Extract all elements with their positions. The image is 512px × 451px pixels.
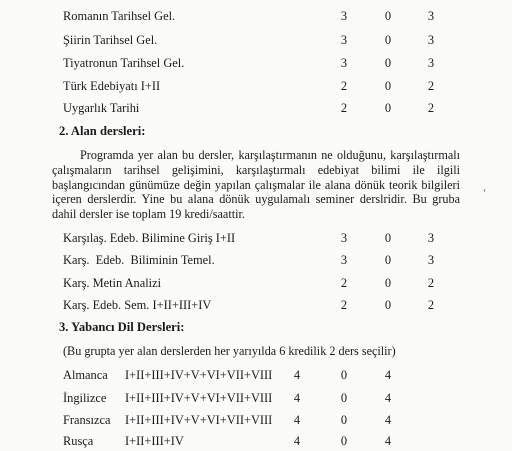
course-theory-hours: 2 xyxy=(340,298,348,312)
course-theory-hours: 3 xyxy=(340,231,348,245)
course-theory-hours: 4 xyxy=(293,368,301,382)
course-theory-hours: 4 xyxy=(293,391,301,405)
course-practice-hours: 0 xyxy=(340,391,348,405)
course-name: Romanın Tarihsel Gel. xyxy=(63,9,176,23)
paragraph-line: çalışmaların tarihsel gelişimini, karşılaştırmalı edebiyat bilimi ile ilgili xyxy=(52,162,460,177)
course-theory-hours: 2 xyxy=(340,79,348,93)
course-credit: 3 xyxy=(427,253,435,267)
language-name: Fransızca xyxy=(63,413,111,427)
course-credit: 3 xyxy=(427,33,435,47)
paragraph-line: içeren derslerdir. Yine bu alana dönük uygulamalı seminer derslridir. Bu gruba xyxy=(52,192,460,207)
paragraph-line: dahil dersler ise toplam 19 kredi/saattir. xyxy=(52,207,245,222)
course-practice-hours: 0 xyxy=(340,413,348,427)
course-name: Karş. Metin Analizi xyxy=(63,276,162,290)
language-name: Rusça xyxy=(63,434,94,448)
course-name: Karş. Edeb. Sem. I+II+III+IV xyxy=(63,298,212,312)
course-credit: 4 xyxy=(384,391,392,405)
course-name: Karş. Edeb. Biliminin Temel. xyxy=(63,253,215,267)
course-credit: 3 xyxy=(427,9,435,23)
course-credit: 2 xyxy=(427,276,435,290)
margin-mark: ‘ xyxy=(483,188,487,199)
course-credit: 4 xyxy=(384,368,392,382)
course-name: Şiirin Tarihsel Gel. xyxy=(63,33,158,47)
course-practice-hours: 0 xyxy=(384,231,392,245)
language-levels: I+II+III+IV xyxy=(125,434,184,448)
course-credit: 2 xyxy=(427,101,435,115)
course-theory-hours: 3 xyxy=(340,9,348,23)
course-credit: 4 xyxy=(384,434,392,448)
course-name: Uygarlık Tarihi xyxy=(63,101,140,115)
course-credit: 2 xyxy=(427,298,435,312)
course-practice-hours: 0 xyxy=(384,253,392,267)
course-practice-hours: 0 xyxy=(384,298,392,312)
course-practice-hours: 0 xyxy=(384,101,392,115)
course-theory-hours: 2 xyxy=(340,101,348,115)
course-practice-hours: 0 xyxy=(384,33,392,47)
language-levels: I+II+III+IV+V+VI+VII+VIII xyxy=(125,368,273,382)
course-theory-hours: 3 xyxy=(340,253,348,267)
course-practice-hours: 0 xyxy=(384,9,392,23)
course-practice-hours: 0 xyxy=(340,434,348,448)
course-credit: 4 xyxy=(384,413,392,427)
course-name: Türk Edebiyatı I+II xyxy=(63,79,161,93)
language-name: İngilizce xyxy=(63,391,107,405)
course-name: Karşılaş. Edeb. Bilimine Giriş I+II xyxy=(63,231,236,245)
course-theory-hours: 4 xyxy=(293,434,301,448)
course-credit: 3 xyxy=(427,231,435,245)
course-theory-hours: 2 xyxy=(340,276,348,290)
course-practice-hours: 0 xyxy=(384,56,392,70)
course-credit: 2 xyxy=(427,79,435,93)
paragraph-line: başlangıcından günümüze değin yapılan çalışmalar ile alana dönük teorik bilgileri xyxy=(52,177,460,192)
course-practice-hours: 0 xyxy=(384,79,392,93)
course-credit: 3 xyxy=(427,56,435,70)
course-theory-hours: 4 xyxy=(293,413,301,427)
section-paragraph xyxy=(52,148,460,222)
paragraph-line: Programda yer alan bu dersler, karşılaştırmanın ne olduğunu, karşılaştırmalı xyxy=(80,148,460,162)
section-note: (Bu grupta yer alan derslerden her yarıyılda 6 kredilik 2 ders seçilir) xyxy=(63,344,396,358)
course-theory-hours: 3 xyxy=(340,33,348,47)
language-name: Almanca xyxy=(63,368,108,382)
course-theory-hours: 3 xyxy=(340,56,348,70)
course-name: Tiyatronun Tarihsel Gel. xyxy=(63,56,185,70)
section-heading: 3. Yabancı Dil Dersleri: xyxy=(59,320,185,334)
course-practice-hours: 0 xyxy=(384,276,392,290)
section-heading: 2. Alan dersleri: xyxy=(59,124,146,138)
course-practice-hours: 0 xyxy=(340,368,348,382)
language-levels: I+II+III+IV+V+VI+VII+VIII xyxy=(125,391,273,405)
language-levels: I+II+III+IV+V+VI+VII+VIII xyxy=(125,413,273,427)
